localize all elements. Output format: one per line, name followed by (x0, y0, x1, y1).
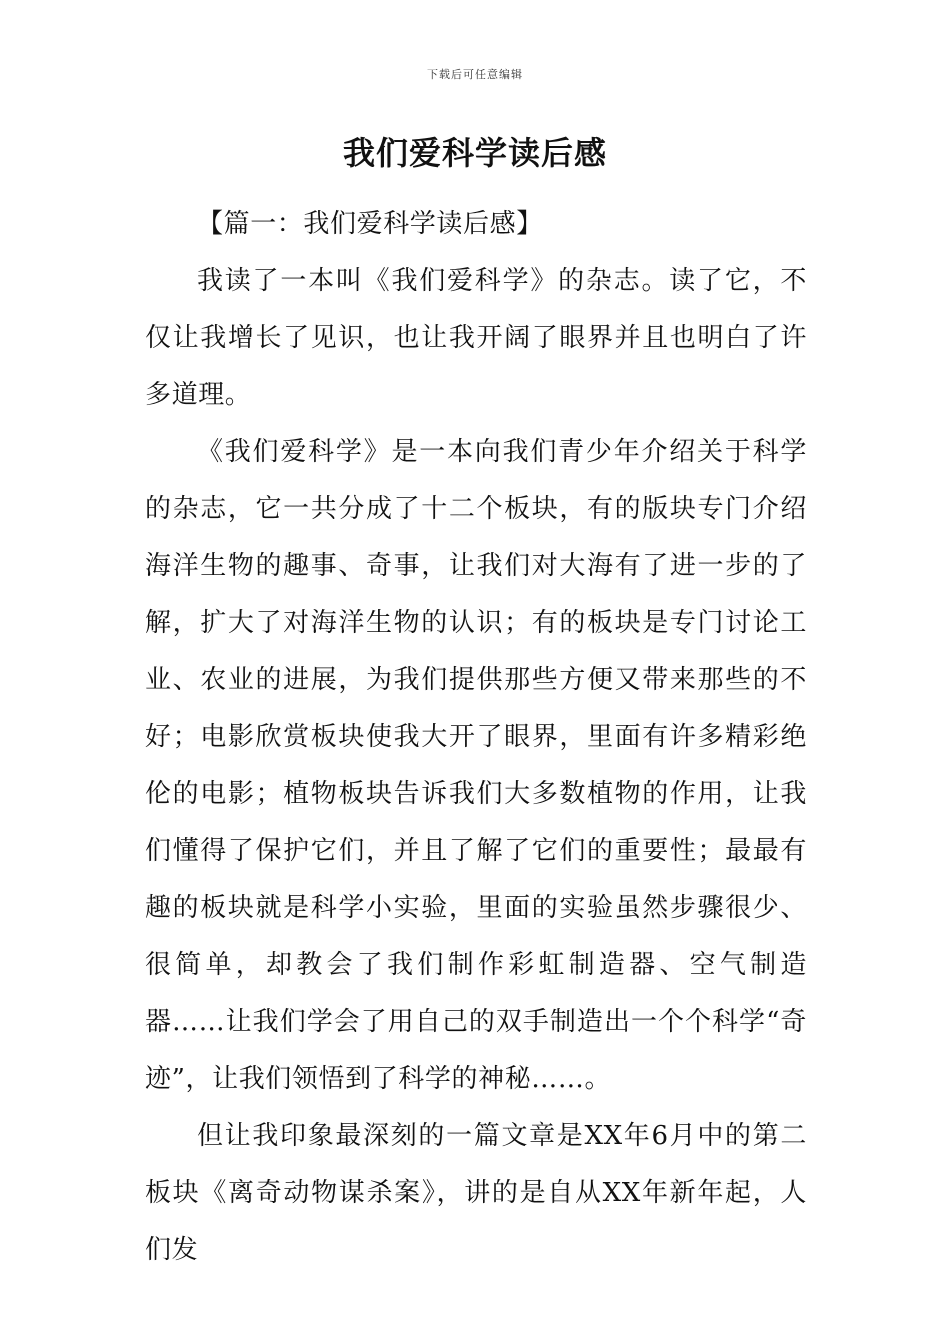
document-title: 我们爱科学读后感 (342, 134, 607, 172)
document-body (145, 196, 807, 1279)
section-heading: 【篇一：我们爱科学读后感】 (197, 209, 543, 239)
paragraph-1: 我读了一本叫《我们爱科学》的杂志。读了它，不仅让我增长了见识，也让我开阔了眼界并且也明白了许多道理。 (145, 266, 807, 410)
header-note: 下载后可任意编辑 (427, 68, 523, 81)
paragraph-2: 《我们爱科学》是一本向我们青少年介绍关于科学的杂志，它一共分成了十二个板块，有的版块专门介绍海洋生物的趣事、奇事，让我们对大海有了进一步的了解，扩大了对海洋生物的认识；有的板块是专门讨论工业、农业的进展，为我们提供那些方便又带来那些的不好；电影欣赏板块使我大开了眼界，里面有许多精彩绝伦的电影；植物板块告诉我们大多数植物的作用，让我们懂得了保护它们，并且了解了它们的重要性；最最有趣的板块就是科学小实验，里面的实验虽然步骤很少、很简单，却教会了我们制作彩虹制造器、空气制造器……让我们学会了用自己的双手制造出一个个科学“奇迹”，让我们领悟到了科学的神秘……。 (145, 437, 807, 1094)
paragraph-3: 但让我印象最深刻的一篇文章是XX年6月中的第二板块《离奇动物谋杀案》，讲的是自从XX年新年起，人们发 (145, 1121, 807, 1265)
